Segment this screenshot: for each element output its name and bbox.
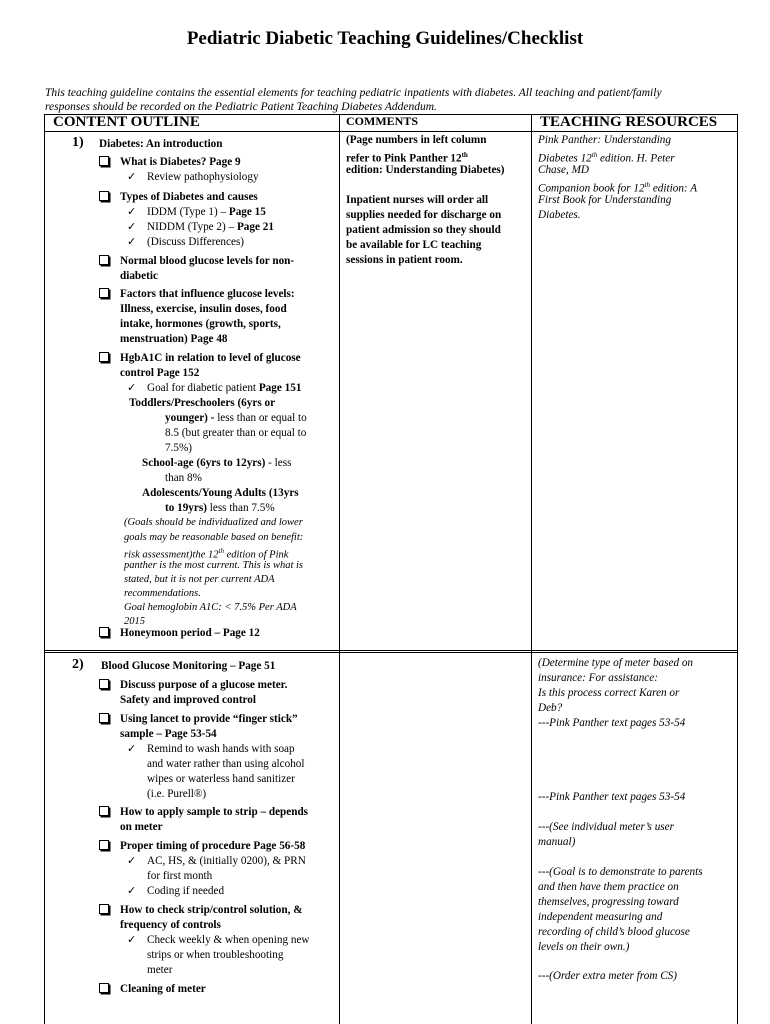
comment-1-line-6: patient admission so they should <box>346 224 501 236</box>
intro-line-1: This teaching guideline contains the essential elements for teaching pediatric inpatients with diabetes. All teaching and patient/family <box>45 87 662 99</box>
resource-2-line-8: manual) <box>538 836 576 848</box>
section-divider <box>44 650 738 653</box>
item-apply-sample-2: on meter <box>120 821 163 833</box>
resource-1-line-3: Chase, MD <box>538 164 589 176</box>
resource-1-line-2a: Diabetes 12 <box>538 152 592 165</box>
comment-1-line-5: supplies needed for discharge on <box>346 209 502 221</box>
checkbox-icon[interactable] <box>99 904 109 914</box>
adolescents-age: to 19yrs) <box>165 502 207 514</box>
comment-1-line-2a: refer to Pink Panther 12 <box>346 152 462 165</box>
header-comments: COMMENTS <box>346 114 418 128</box>
item-normal-glucose-1: Normal blood glucose levels for non- <box>120 255 295 267</box>
resource-1-line-4b: edition: A <box>650 182 698 195</box>
intro-line-2: responses should be recorded on the Pediatric Patient Teaching Diabetes Addendum. <box>45 101 437 113</box>
checkmark-icon: ✓ <box>127 206 137 218</box>
goals-note-7: Goal hemoglobin A1C: < 7.5% Per ADA <box>124 602 297 613</box>
item-lancet-1: Using lancet to provide “finger stick” <box>120 713 298 725</box>
item-timing: Proper timing of procedure Page 56-58 <box>120 840 306 852</box>
goals-note-3b: edition of Pink <box>223 549 289 561</box>
item-glucose-meter-1: Discuss purpose of a glucose meter. <box>120 679 288 691</box>
checkbox-icon[interactable] <box>99 156 109 166</box>
table-right-border <box>737 114 738 1024</box>
resource-1-line-5: First Book for Understanding <box>538 194 672 206</box>
subitem-iddm <box>147 205 266 220</box>
checkmark-icon: ✓ <box>127 236 137 248</box>
niddm-label: NIDDM (Type 2) – <box>147 221 237 233</box>
item-apply-sample-1: How to apply sample to strip – depends <box>120 806 309 818</box>
goals-note-3-sup: th <box>218 547 224 555</box>
section-2-number: 2) <box>72 657 84 672</box>
resource-1-line-4a: Companion book for 12 <box>538 182 645 195</box>
iddm-page: Page 15 <box>228 206 266 218</box>
resource-2-line-5: ---Pink Panther text pages 53-54 <box>538 717 686 729</box>
resource-1-line-6: Diabetes. <box>538 209 581 221</box>
toddlers-line-4: 7.5%) <box>165 442 193 454</box>
subitem-wash-2: and water rather than using alcohol <box>147 758 305 770</box>
item-control-solution-2: frequency of controls <box>120 919 221 931</box>
resource-2-line-2: insurance: For assistance: <box>538 672 658 684</box>
checkbox-icon[interactable] <box>99 288 109 298</box>
resource-2-line-10: and then have them practice on <box>538 881 679 893</box>
checkmark-icon: ✓ <box>127 934 137 946</box>
resource-2-line-3: Is this process correct Karen or <box>538 687 680 699</box>
item-hgba1c-2: control Page 152 <box>120 367 200 379</box>
checkbox-icon[interactable] <box>99 713 109 723</box>
subitem-check-weekly-2: strips or when troubleshooting <box>147 949 284 961</box>
resource-2-line-13: recording of child’s blood glucose <box>538 926 690 938</box>
resource-2-line-9: ---(Goal is to demonstrate to parents <box>538 866 703 878</box>
subitem-wash-3: wipes or waterless hand sanitizer <box>147 773 295 785</box>
section-1-title: Diabetes: An introduction <box>99 138 223 150</box>
subitem-check-weekly-3: meter <box>147 964 173 976</box>
comment-1-line-8: sessions in patient room. <box>346 254 463 266</box>
niddm-page: Page 21 <box>236 221 274 233</box>
subitem-discuss-differences: (Discuss Differences) <box>147 236 245 248</box>
item-factors-2: Illness, exercise, insulin doses, food <box>120 303 287 315</box>
subitem-timing-2: for first month <box>147 870 213 882</box>
resource-2-line-15: ---(Order extra meter from CS) <box>538 970 677 982</box>
item-types-of-diabetes: Types of Diabetes and causes <box>120 191 258 203</box>
toddlers-line-3: 8.5 (but greater than or equal to <box>165 427 307 439</box>
goals-note-6: recommendations. <box>124 588 201 599</box>
item-hgba1c-1: HgbA1C in relation to level of glucose <box>120 352 301 364</box>
goal-label: Goal for diabetic patient <box>147 382 259 394</box>
goals-note-1: (Goals should be individualized and lower <box>124 517 303 528</box>
item-normal-glucose-2: diabetic <box>120 270 158 282</box>
resource-1-line-4-sup: th <box>644 181 651 189</box>
checkbox-icon[interactable] <box>99 983 109 993</box>
checkmark-icon: ✓ <box>127 855 137 867</box>
checkbox-icon[interactable] <box>99 627 109 637</box>
checkbox-icon[interactable] <box>99 840 109 850</box>
item-factors-4: menstruation) Page 48 <box>120 333 228 345</box>
adolescents-goal: less than 7.5% <box>206 502 275 514</box>
comment-1-line-4: Inpatient nurses will order all <box>346 194 489 206</box>
checkmark-icon: ✓ <box>127 221 137 233</box>
resource-2-line-1: (Determine type of meter based on <box>538 657 694 669</box>
checkmark-icon: ✓ <box>127 171 137 183</box>
header-content-outline: CONTENT OUTLINE <box>53 114 200 130</box>
resource-1-line-2b: edition. H. Peter <box>597 152 675 165</box>
resource-2-line-11: themselves, progressing toward <box>538 896 679 908</box>
checkmark-icon: ✓ <box>127 743 137 755</box>
header-bottom-border <box>44 131 738 132</box>
section-1-number: 1) <box>72 135 84 150</box>
checkbox-icon[interactable] <box>99 679 109 689</box>
school-age-line-2: than 8% <box>165 472 202 484</box>
subitem-wash-4: (i.e. Purell®) <box>147 788 207 800</box>
intro-text <box>45 86 745 114</box>
checkbox-icon[interactable] <box>99 255 109 265</box>
checkbox-icon[interactable] <box>99 191 109 201</box>
item-factors-1: Factors that influence glucose levels: <box>120 288 295 300</box>
subitem-timing-1: AC, HS, & (initially 0200), & PRN <box>147 855 306 867</box>
resource-2-line-7: ---(See individual meter’s user <box>538 821 674 833</box>
document-title: Pediatric Diabetic Teaching Guidelines/Checklist <box>186 28 584 49</box>
header-teaching-resources: TEACHING RESOURCES <box>540 114 718 130</box>
subitem-wash-1: Remind to wash hands with soap <box>147 743 295 755</box>
resource-2-line-14: levels on their own.) <box>538 941 630 953</box>
checkbox-icon[interactable] <box>99 806 109 816</box>
comment-1-line-7: be available for LC teaching <box>346 239 482 251</box>
toddlers-line-1: Toddlers/Preschoolers (6yrs or <box>129 397 276 409</box>
item-cleaning-meter: Cleaning of meter <box>120 983 206 995</box>
subitem-check-weekly-1: Check weekly & when opening new <box>147 934 310 946</box>
adolescents-line-1: Adolescents/Young Adults (13yrs <box>142 487 299 499</box>
checkbox-icon[interactable] <box>99 352 109 362</box>
toddlers-line-2 <box>165 411 307 426</box>
school-age-line-1 <box>142 456 291 471</box>
checkmark-icon: ✓ <box>127 382 137 394</box>
goals-note-3a: risk assessment)the 12 <box>124 549 219 561</box>
resource-2-line-4: Deb? <box>538 702 563 714</box>
adolescents-line-2 <box>165 501 275 516</box>
toddlers-goal: less than or equal to <box>217 412 307 424</box>
subitem-goal <box>147 381 301 396</box>
item-control-solution-1: How to check strip/control solution, & <box>120 904 303 916</box>
school-age-goal: - less <box>265 457 292 469</box>
col-divider-1 <box>339 114 340 1024</box>
school-age-label: School-age (6yrs to 12yrs) <box>142 457 266 469</box>
comment-1-line-1: (Page numbers in left column <box>346 134 487 146</box>
goal-page: Page 151 <box>258 382 302 394</box>
col-divider-2 <box>531 114 532 1024</box>
section-2-title: Blood Glucose Monitoring – Page 51 <box>101 660 276 672</box>
resource-2-line-12: independent measuring and <box>538 911 663 923</box>
toddlers-age: younger) - <box>165 412 218 424</box>
goals-note-8: 2015 <box>124 616 145 627</box>
item-what-is-diabetes: What is Diabetes? Page 9 <box>120 156 241 168</box>
item-glucose-meter-2: Safety and improved control <box>120 694 257 706</box>
checkmark-icon: ✓ <box>127 885 137 897</box>
subitem-coding: Coding if needed <box>147 885 225 897</box>
goals-note-5: stated, but it is not per current ADA <box>124 574 275 585</box>
resource-1-line-1: Pink Panther: Understanding <box>538 134 671 146</box>
item-factors-3: intake, hormones (growth, sports, <box>120 318 281 330</box>
goals-note-4: panther is the most current. This is what is <box>124 560 303 571</box>
goals-note-2: goals may be reasonable based on benefit: <box>124 532 304 543</box>
resource-2-line-6: ---Pink Panther text pages 53-54 <box>538 791 686 803</box>
iddm-label: IDDM (Type 1) – <box>147 206 229 218</box>
resource-1-line-2-sup: th <box>591 151 598 159</box>
item-lancet-2: sample – Page 53-54 <box>120 728 217 740</box>
comment-1-line-3: edition: Understanding Diabetes) <box>346 164 505 176</box>
comment-1-line-2-sup: th <box>461 151 468 159</box>
table-left-border <box>44 114 45 1024</box>
subitem-niddm <box>147 220 274 235</box>
item-honeymoon: Honeymoon period – Page 12 <box>120 627 260 639</box>
subitem-pathophysiology: Review pathophysiology <box>147 171 259 183</box>
